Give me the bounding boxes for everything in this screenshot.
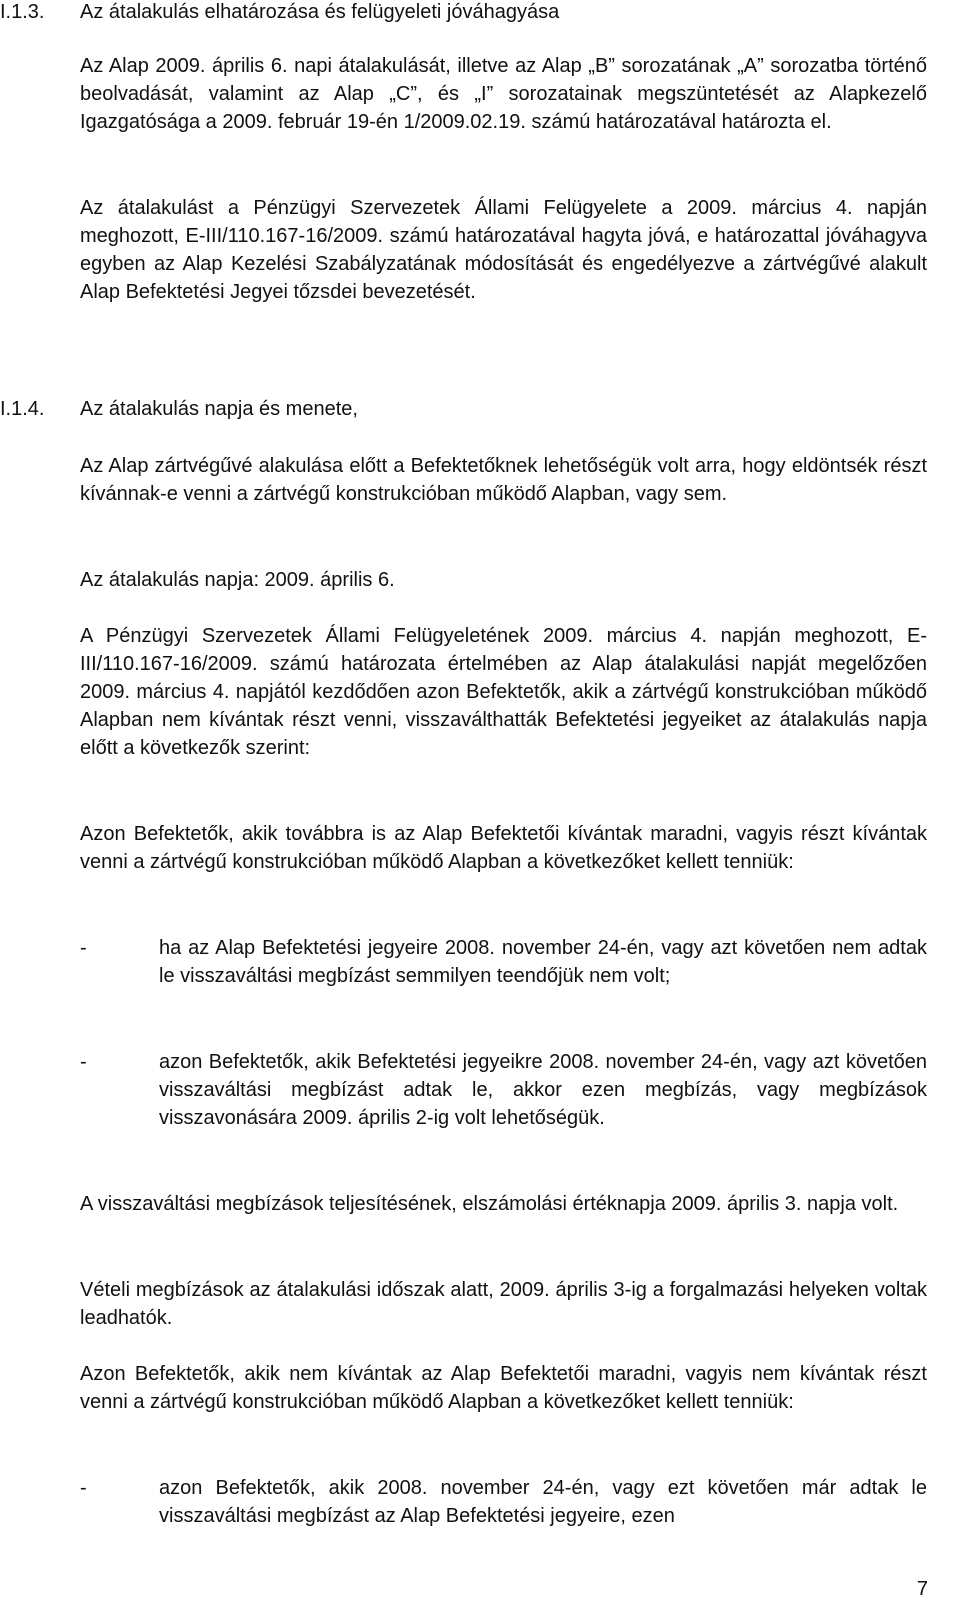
paragraph: Az Alap zártvégűvé alakulása előtt a Befektetőknek lehetőségük volt arra, hogy eldöntsék részt kívánnak-e venni a zártvégű konstrukcióban működő Alapban, vagy sem. [80,455,927,505]
section-title: Az átalakulás napja és menete, [80,398,358,420]
paragraph: Az átalakulás napja: 2009. április 6. [80,569,395,591]
list-item-text: azon Befektetők, akik Befektetési jegyeikre 2008. november 24-én, vagy azt követően visszaváltási megbízást adtak le, akkor ezen megbízás, vagy megbízások visszavonására 2009. április 2-ig volt lehetőségük. [159,1051,927,1129]
list-item-text: ha az Alap Befektetési jegyeire 2008. november 24-én, vagy azt követően nem adtak le visszaváltási megbízást semmilyen teendőjük nem volt; [159,937,927,987]
section-number: I.1.4. [0,398,45,420]
paragraph: Azon Befektetők, akik nem kívántak az Alap Befektetői maradni, vagyis nem kívántak részt venni a zártvégű konstrukcióban működő Alapban a következőket kellett tenniük: [80,1363,927,1413]
list-dash: - [80,1051,87,1073]
page-number: 7 [916,1578,928,1600]
section-number: I.1.3. [0,1,45,23]
list-item-text: azon Befektetők, akik 2008. november 24-én, vagy ezt követően már adtak le visszaváltási megbízást az Alap Befektetési jegyeire, ezen [159,1477,927,1527]
paragraph: Vételi megbízások az átalakulási időszak alatt, 2009. április 3-ig a forgalmazási helyeken voltak leadhatók. [80,1279,927,1329]
paragraph: A Pénzügyi Szervezetek Állami Felügyeletének 2009. március 4. napján meghozott, E-III/110.167-16/2009. számú határozata értelmében az Alap átalakulási napját megelőzően 2009. március 4. napjától kezdődően azon Befektetők, akik a zártvégű konstrukcióban működő Alapban nem kívántak részt venni, visszaválthatták Befektetési jegyeiket az átalakulás napja előtt a következők szerint: [80,625,927,759]
paragraph: Azon Befektetők, akik továbbra is az Alap Befektetői kívántak maradni, vagyis részt kívántak venni a zártvégű konstrukcióban működő Alapban a következőket kellett tenniük: [80,823,927,873]
paragraph: Az Alap 2009. április 6. napi átalakulását, illetve az Alap „B” sorozatának „A” sorozatba történő beolvadását, valamint az Alap „C”, és „I” sorozatainak megszüntetését az Alapkezelő Igazgatósága a 2009. február 19-én 1/2009.02.19. számú határozatával határozta el. [80,55,927,133]
list-dash: - [80,1477,87,1499]
paragraph: A visszaváltási megbízások teljesítésének, elszámolási értéknapja 2009. április 3. napja volt. [80,1193,899,1215]
section-title: Az átalakulás elhatározása és felügyeleti jóváhagyása [80,1,560,23]
paragraph: Az átalakulást a Pénzügyi Szervezetek Állami Felügyelete a 2009. március 4. napján meghozott, E-III/110.167-16/2009. számú határozatával hagyta jóvá, e határozattal jóváhagyva egyben az Alap Kezelési Szabályzatának módosítását és engedélyezve a zártvégűvé alakult Alap Befektetési Jegyei tőzsdei bevezetését. [80,197,927,303]
list-dash: - [80,937,87,959]
